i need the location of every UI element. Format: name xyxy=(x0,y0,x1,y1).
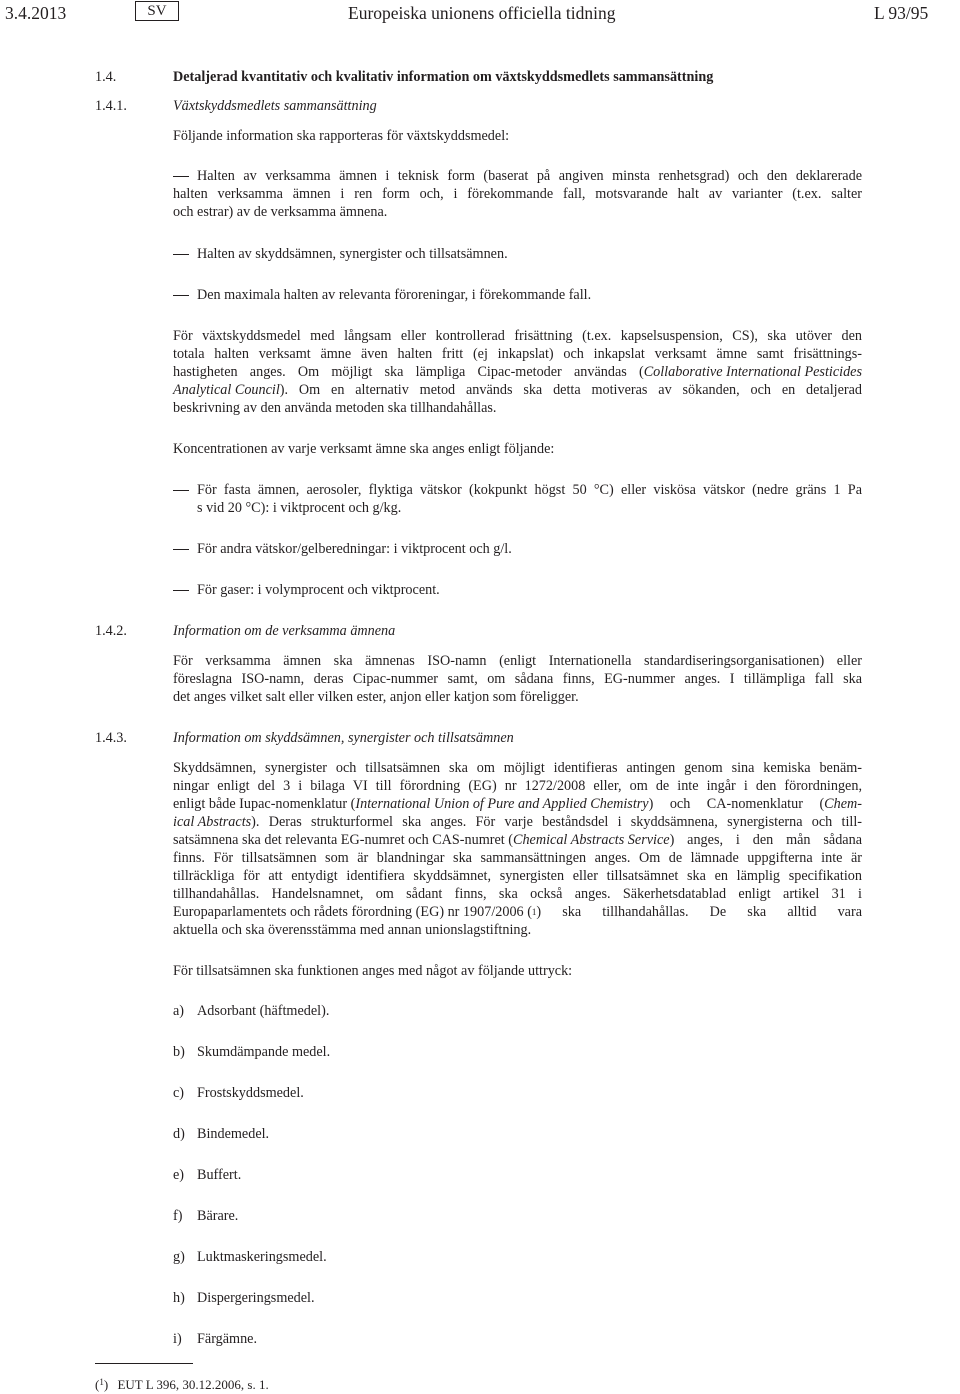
list-item: Färgämne. xyxy=(197,1331,258,1347)
text-span: ) och CA-nomenklatur ( xyxy=(648,796,825,812)
text-span: Europaparlamentets och rådets förordning (EG) nr 1907/2006 ( xyxy=(173,904,532,920)
text-span: ) xyxy=(103,1377,109,1392)
paragraph-line xyxy=(173,363,862,381)
bullet-line: För fasta ämnen, aerosoler, flyktiga vätskor (kokpunkt högst 50 °C) eller viskösa vätskor (nedre gräns 1 Pa xyxy=(197,482,862,498)
list-item-letter: b) xyxy=(173,1044,185,1060)
paragraph-line: Skyddsämnen, synergister och tillsatsämnen ska om möjligt identifieras antingen genom sina kemiska benäm- xyxy=(173,760,862,776)
section-number: 1.4. xyxy=(95,69,117,85)
list-item-letter: d) xyxy=(173,1126,185,1142)
list-item: Bärare. xyxy=(197,1208,239,1224)
text-span: enligt både Iupac-nomenklatur ( xyxy=(173,796,356,812)
bullet-line: Den maximala halten av relevanta föroreningar, i förekommande fall. xyxy=(197,287,592,303)
text-span: ). Deras strukturformel ska anges. För varje beståndsdel i skyddsämnena, synergisterna och till- xyxy=(251,814,862,830)
list-item-letter: a) xyxy=(173,1003,185,1019)
paragraph-line: finns. För tillsatsämnen som är blandningar ska sammansättningen anges. Om de lämnade uppgifterna inte är xyxy=(173,850,862,866)
subsection-title: Information om de verksamma ämnena xyxy=(173,623,396,639)
dash-bullet-icon xyxy=(173,176,189,177)
text-span: Analytical Council xyxy=(173,382,280,398)
paragraph-line: tillräckliga för att entydigt identifiera skyddsämnet, synergisten eller tillsatsämnet ska en lämplig specifikation xyxy=(173,868,862,884)
bullet-line: och estrar) av de verksamma ämnena. xyxy=(173,204,388,220)
text-span: satsämnena ska det relevanta EG-numret och CAS-numret ( xyxy=(173,832,513,848)
paragraph-line: För verksamma ämnen ska ämnenas ISO-namn (enligt Internationella standardiseringsorganisationen) eller xyxy=(173,653,862,669)
text-span: ) ska tillhandahållas. De ska alltid vara xyxy=(536,904,862,920)
bullet-line: Halten av verksamma ämnen i teknisk form (baserat på angiven minsta renhetsgrad) och den deklarerade xyxy=(197,168,862,184)
paragraph-line: För växtskyddsmedel med långsam eller kontrollerad frisättning (t.ex. kapselsuspension, CS), ska utöver den xyxy=(173,328,862,344)
paragraph: Följande information ska rapporteras för växtskyddsmedel: xyxy=(173,128,510,144)
list-item-letter: e) xyxy=(173,1167,185,1183)
text-span: Chem- xyxy=(824,796,862,812)
bullet-line: s vid 20 °C): i viktprocent och g/kg. xyxy=(197,500,402,516)
bullet-line: För andra vätskor/gelberedningar: i viktprocent och g/l. xyxy=(197,541,512,557)
list-item: Frostskyddsmedel. xyxy=(197,1085,304,1101)
footnote-divider xyxy=(95,1363,193,1364)
text-span: International Union of Pure and Applied Chemistry xyxy=(355,796,649,812)
bullet-line: halten verksamma ämnen i ren form och, i förekommande fall, motsvarande halt av varianter (t.ex. salter xyxy=(173,186,862,202)
page-reference: L 93/95 xyxy=(874,3,929,23)
bullet-line: Halten av skyddsämnen, synergister och tillsatsämnen. xyxy=(197,246,508,262)
subsection-number: 1.4.1. xyxy=(95,98,127,114)
paragraph-line: tillhandahållas. Handelsnamnet, om sådant finns, ska också anges. Säkerhetsdatablad enligt artikel 31 i xyxy=(173,886,862,902)
paragraph-line: totala halten verksamt ämne även halten fritt (ej inkapslat) och inkapslat verksamt ämne samt frisättnings- xyxy=(173,346,862,362)
text-span: Chemical Abstracts Service xyxy=(513,832,670,848)
list-item: Skumdämpande medel. xyxy=(197,1044,331,1060)
dash-bullet-icon xyxy=(173,295,189,296)
paragraph-line: beskrivning av den använda metoden ska tillhandahållas. xyxy=(173,400,497,416)
footnote-number: 1 xyxy=(99,1377,104,1387)
text-span: ) anges, i den mån sådana xyxy=(669,832,862,848)
subsection-title: Växtskyddsmedlets sammansättning xyxy=(173,98,377,114)
list-item-letter: f) xyxy=(173,1208,183,1224)
paragraph-line xyxy=(173,813,862,831)
list-item: Dispergeringsmedel. xyxy=(197,1290,315,1306)
list-item-letter: h) xyxy=(173,1290,185,1306)
section-title: Detaljerad kvantitativ och kvalitativ information om växtskyddsmedlets sammansättning xyxy=(173,69,714,85)
dash-bullet-icon xyxy=(173,490,189,491)
text-span: ical Abstracts xyxy=(173,814,252,830)
text-span: hastigheten anges. Om möjligt ska lämpliga Cipac-metoder användas ( xyxy=(173,364,644,380)
paragraph-line: ningar enligt del 3 i bilaga VI till förordning (EG) nr 1272/2008 eller, om de inte ingår i den förordningen, xyxy=(173,778,862,794)
header-date: 3.4.2013 xyxy=(5,3,67,23)
paragraph-line xyxy=(173,795,862,813)
list-item: Adsorbant (häftmedel). xyxy=(197,1003,330,1019)
paragraph: Koncentrationen av varje verksamt ämne ska anges enligt följande: xyxy=(173,441,555,457)
text-span: ( xyxy=(95,1377,100,1392)
dash-bullet-icon xyxy=(173,254,189,255)
paragraph-line xyxy=(173,381,862,399)
dash-bullet-icon xyxy=(173,549,189,550)
text-span: ). Om en alternativ metod används ska detta motiveras av sökanden, och en detaljerad xyxy=(279,382,862,398)
language-badge: SV xyxy=(135,1,179,21)
paragraph-line xyxy=(173,831,862,849)
subsection-title: Information om skyddsämnen, synergister och tillsatsämnen xyxy=(173,730,514,746)
dash-bullet-icon xyxy=(173,590,189,591)
paragraph: För tillsatsämnen ska funktionen anges med något av följande uttryck: xyxy=(173,963,573,979)
footnote-ref[interactable]: 1 xyxy=(531,907,537,917)
paragraph-line: det anges vilket salt eller vilken ester, anjon eller katjon som föreligger. xyxy=(173,689,579,705)
text-span: Collaborative International Pesticides xyxy=(643,364,862,380)
footnote xyxy=(95,1373,269,1394)
list-item: Luktmaskeringsmedel. xyxy=(197,1249,327,1265)
list-item-letter: i) xyxy=(173,1331,182,1347)
subsection-number: 1.4.2. xyxy=(95,623,127,639)
list-item: Bindemedel. xyxy=(197,1126,270,1142)
subsection-number: 1.4.3. xyxy=(95,730,127,746)
list-item: Buffert. xyxy=(197,1167,242,1183)
paragraph-line xyxy=(173,903,862,921)
list-item-letter: c) xyxy=(173,1085,185,1101)
footnote-text: EUT L 396, 30.12.2006, s. 1. xyxy=(117,1377,269,1392)
list-item-letter: g) xyxy=(173,1249,185,1265)
bullet-line: För gaser: i volymprocent och viktprocent. xyxy=(197,582,440,598)
journal-title: Europeiska unionens officiella tidning xyxy=(348,3,616,23)
paragraph-line: föreslagna ISO-namn, deras Cipac-nummer samt, om sådana finns, EG-nummer anges. I tillämpliga fall ska xyxy=(173,671,862,687)
paragraph-line: aktuella och ska överensstämma med annan unionslagstiftning. xyxy=(173,922,532,938)
